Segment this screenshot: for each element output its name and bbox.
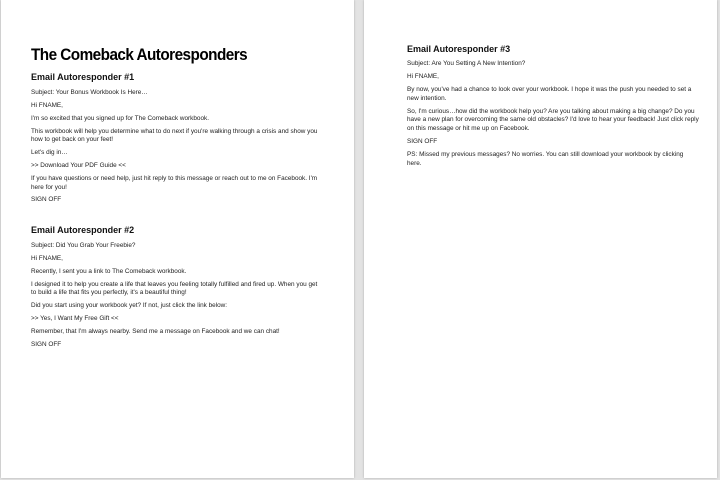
page-2-content (407, 44, 699, 173)
email-1-paragraph: Let's dig in… (31, 149, 68, 157)
page-2 (364, 0, 717, 478)
email-3-subject: Subject: Are You Setting A New Intention? (407, 60, 526, 67)
email-1-paragraph: This workbook will help you determine what to do next if you're walking through a crisis and show you how to get back on your feet! (31, 127, 318, 144)
email-2-cta-link: >> Yes, I Want My Free Gift << (31, 315, 119, 323)
email-2-subject: Subject: Did You Grab Your Freebie? (31, 242, 136, 250)
email-2-paragraph: I designed it to help you create a life that leaves you feeling totally fulfilled and fired up. When you get to build a life that fits you perfectly, it's a beautiful thing! (31, 280, 318, 297)
email-1-cta-link: >> Download Your PDF Guide << (31, 162, 126, 170)
email-3-greeting: Hi FNAME, (407, 73, 439, 81)
email-2-paragraph: Recently, I sent you a link to The Comeback workbook. (31, 267, 187, 275)
email-2-signoff: SIGN OFF (31, 340, 62, 348)
email-3-paragraph: By now, you've had a chance to look over your workbook. I hope it was the push you needed to set a new intention. (407, 86, 692, 102)
email-1-paragraph: I'm so excited that you signed up for The Comeback workbook. (31, 114, 210, 122)
email-2-greeting: Hi FNAME, (31, 254, 63, 262)
email-1-signoff: SIGN OFF (31, 196, 62, 204)
email-2-heading: Email Autoresponder #2 (31, 225, 135, 236)
email-3-paragraph: So, I'm curious…how did the workbook help you? Are you talking about making a big change? Do you have a new plan for overcoming the same old obstacles? I'd love to hear your feedback! Just click reply on this message or hit me up on Facebook. (407, 107, 699, 133)
email-2-paragraph: Did you start using your workbook yet? If not, just click the link below: (31, 302, 228, 310)
email-3-signoff: SIGN OFF (407, 138, 438, 146)
email-3-heading: Email Autoresponder #3 (407, 44, 511, 54)
email-2 (31, 225, 323, 349)
page-1 (1, 0, 354, 478)
email-1-paragraph: If you have questions or need help, just hit reply to this message or reach out to me on Facebook. I'm here for you! (31, 174, 318, 191)
email-3 (407, 44, 699, 168)
email-1-greeting: Hi FNAME, (31, 101, 63, 109)
email-2-paragraph: Remember, that I'm always nearby. Send me a message on Facebook and we can chat! (31, 327, 280, 335)
email-1 (31, 72, 323, 205)
email-1-heading: Email Autoresponder #1 (31, 72, 135, 82)
document-title: The Comeback Autoresponders (31, 45, 248, 64)
email-1-subject: Subject: Your Bonus Workbook Is Here… (31, 89, 148, 96)
email-3-postscript: PS: Missed my previous messages? No worries. You can still download your workbook by clicking here. (407, 151, 684, 167)
page-1-content (31, 45, 323, 354)
